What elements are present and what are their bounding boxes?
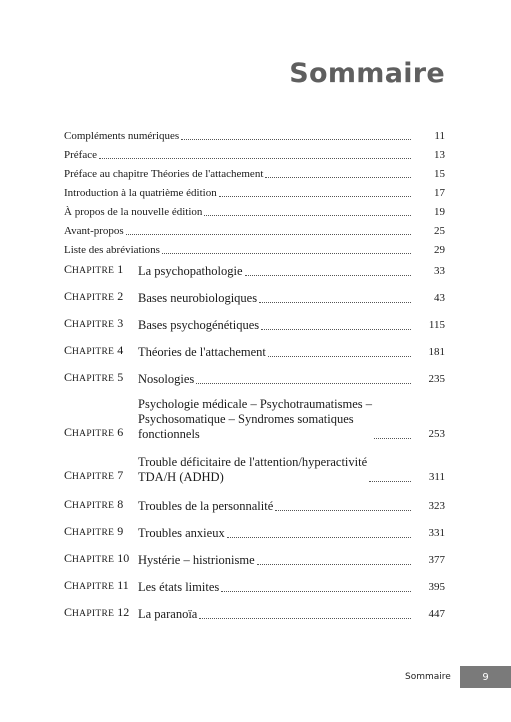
chapter-body: [138, 291, 417, 306]
toc-entry[interactable]: [64, 238, 445, 257]
chapter-entry[interactable]: [64, 397, 445, 442]
chapter-title-line: TDA/H (ADHD): [138, 470, 224, 484]
chapter-title-line: Psychosomatique – Syndromes somatiques: [138, 412, 354, 426]
chapter-word-rest: HAPITRE: [72, 293, 115, 303]
chapter-word-initial: C: [64, 468, 73, 482]
chapter-word-initial: C: [64, 578, 73, 592]
chapter-number: [64, 551, 138, 568]
toc-entry[interactable]: [64, 219, 445, 238]
toc-entry-label: Compléments numériques: [64, 130, 180, 142]
dot-leader: [245, 275, 412, 276]
chapter-word-initial: C: [64, 425, 73, 439]
chapter-number: [64, 578, 138, 595]
chapter-body: [138, 526, 417, 541]
chapter-number-value: 3: [117, 316, 124, 330]
chapter-title: Troubles anxieux: [138, 526, 225, 540]
chapter-title: Bases psychogénétiques: [138, 318, 260, 332]
chapter-number: [64, 289, 138, 306]
chapter-page: 323: [428, 500, 445, 512]
chapter-word-initial: C: [64, 262, 73, 276]
chapter-number-value: 12: [117, 605, 130, 619]
chapter-word-rest: HAPITRE: [72, 320, 115, 330]
chapter-page: 235: [428, 373, 445, 385]
chapter-word-rest: HAPITRE: [72, 266, 115, 276]
dot-leader: [259, 302, 411, 303]
front-matter-list: [64, 124, 445, 257]
dot-leader: [261, 329, 411, 330]
dot-leader: [219, 196, 411, 197]
chapter-number: [64, 343, 138, 360]
chapter-word-rest: HAPITRE: [72, 555, 115, 565]
chapter-body: [138, 580, 417, 595]
chapter-word-rest: HAPITRE: [72, 347, 115, 357]
chapter-title: Hystérie – histrionisme: [138, 553, 255, 567]
toc-entry-page: 15: [434, 168, 445, 180]
toc-entry-page: 25: [434, 225, 445, 237]
chapter-number-value: 1: [117, 262, 124, 276]
chapter-body: [138, 318, 417, 333]
chapter-page: 331: [428, 527, 445, 539]
chapter-page: 43: [434, 292, 445, 304]
chapter-entry[interactable]: [64, 524, 445, 541]
chapter-page: 377: [428, 554, 445, 566]
chapter-title-line: Trouble déficitaire de l'attention/hyperactivité: [138, 455, 368, 469]
chapter-entry[interactable]: [64, 605, 445, 622]
dot-leader: [268, 356, 411, 357]
dot-leader: [204, 215, 411, 216]
chapter-word-initial: C: [64, 551, 73, 565]
chapter-number-value: 11: [117, 578, 129, 592]
chapter-number-value: 4: [117, 343, 124, 357]
chapter-page: 253: [428, 428, 445, 440]
chapter-entry[interactable]: [64, 343, 445, 360]
chapter-body: [138, 345, 417, 360]
chapter-entry[interactable]: [64, 578, 445, 595]
dot-leader: [369, 481, 411, 482]
dot-leader: [227, 537, 411, 538]
dot-leader: [196, 383, 411, 384]
footer-running-title: Sommaire: [405, 672, 451, 682]
chapter-body: [138, 455, 417, 485]
dot-leader: [275, 510, 411, 511]
table-of-contents: [64, 124, 445, 621]
dot-leader: [265, 177, 411, 178]
chapter-body: [138, 499, 417, 514]
toc-entry-label: Introduction à la quatrième édition: [64, 187, 217, 199]
toc-entry-page: 29: [434, 244, 445, 256]
chapter-number-value: 6: [117, 425, 124, 439]
chapter-word-rest: HAPITRE: [72, 429, 115, 439]
chapter-word-rest: HAPITRE: [72, 472, 115, 482]
chapter-number: [64, 524, 138, 541]
dot-leader: [126, 234, 411, 235]
chapter-page: 311: [428, 471, 445, 483]
chapter-title: Bases neurobiologiques: [138, 291, 258, 305]
dot-leader: [221, 591, 411, 592]
toc-entry[interactable]: [64, 124, 445, 143]
chapter-number: [64, 605, 138, 622]
chapter-body: [138, 553, 417, 568]
chapter-title: Nosologies: [138, 372, 195, 386]
chapter-title: Les états limites: [138, 580, 220, 594]
chapter-entry[interactable]: [64, 551, 445, 568]
chapter-word-initial: C: [64, 316, 73, 330]
chapter-title: [138, 397, 372, 442]
chapter-page: 395: [428, 581, 445, 593]
chapter-title: La psychopathologie: [138, 264, 243, 278]
toc-entry-page: 19: [434, 206, 445, 218]
toc-entry-label: Avant-propos: [64, 225, 124, 237]
chapter-number-value: 7: [117, 468, 124, 482]
toc-entry-page: 11: [434, 130, 445, 142]
chapter-number: [64, 468, 138, 485]
chapter-number: [64, 316, 138, 333]
dot-leader: [181, 139, 411, 140]
chapter-title: La paranoïa: [138, 607, 198, 621]
chapter-word-initial: C: [64, 605, 73, 619]
chapter-entry[interactable]: [64, 262, 445, 279]
chapter-page: 115: [428, 319, 445, 331]
dot-leader: [162, 253, 411, 254]
chapter-word-rest: HAPITRE: [72, 374, 115, 384]
chapter-title: Troubles de la personnalité: [138, 499, 274, 513]
chapter-number-value: 5: [117, 370, 124, 384]
dot-leader: [374, 438, 411, 439]
chapter-entry[interactable]: [64, 497, 445, 514]
toc-entry-label: Préface: [64, 149, 97, 161]
chapter-number-value: 2: [117, 289, 124, 303]
chapter-word-rest: HAPITRE: [72, 582, 115, 592]
chapter-word-initial: C: [64, 524, 73, 538]
dot-leader: [99, 158, 411, 159]
chapter-entry[interactable]: [64, 370, 445, 387]
chapter-number: [64, 262, 138, 279]
dot-leader: [257, 564, 411, 565]
chapter-title-line: fonctionnels: [138, 427, 200, 441]
toc-entry-label: Liste des abréviations: [64, 244, 160, 256]
chapter-body: [138, 607, 417, 622]
chapter-page: 181: [428, 346, 445, 358]
page-title: Sommaire: [289, 58, 445, 89]
chapter-number: [64, 497, 138, 514]
dot-leader: [199, 618, 411, 619]
chapter-word-initial: C: [64, 370, 73, 384]
chapter-entry[interactable]: [64, 455, 445, 485]
chapter-number-value: 10: [117, 551, 130, 565]
chapter-title: [138, 455, 367, 485]
chapter-word-initial: C: [64, 343, 73, 357]
chapter-word-initial: C: [64, 289, 73, 303]
chapter-page: 33: [434, 265, 445, 277]
toc-entry-page: 13: [434, 149, 445, 161]
chapter-title-line: Psychologie médicale – Psychotraumatismes –: [138, 397, 372, 411]
chapter-number-value: 8: [117, 497, 124, 511]
toc-entry[interactable]: [64, 162, 445, 181]
chapter-body: [138, 264, 417, 279]
chapter-entry[interactable]: [64, 316, 445, 333]
chapter-number: [64, 425, 138, 442]
chapter-entry[interactable]: [64, 289, 445, 306]
chapter-title: Théories de l'attachement: [138, 345, 266, 359]
chapter-number: [64, 370, 138, 387]
chapter-body: [138, 372, 417, 387]
toc-entry-page: 17: [434, 187, 445, 199]
footer-page-number: 9: [460, 666, 511, 688]
chapter-word-initial: C: [64, 497, 73, 511]
toc-entry[interactable]: [64, 181, 445, 200]
toc-entry-label: Préface au chapitre Théories de l'attachement: [64, 168, 264, 180]
chapter-body: [138, 397, 417, 442]
toc-entry[interactable]: [64, 143, 445, 162]
toc-entry[interactable]: [64, 200, 445, 219]
chapter-number-value: 9: [117, 524, 124, 538]
chapter-word-rest: HAPITRE: [72, 501, 115, 511]
chapter-word-rest: HAPITRE: [72, 609, 115, 619]
toc-entry-label: À propos de la nouvelle édition: [64, 206, 203, 218]
chapter-page: 447: [428, 608, 445, 620]
chapter-word-rest: HAPITRE: [72, 528, 115, 538]
